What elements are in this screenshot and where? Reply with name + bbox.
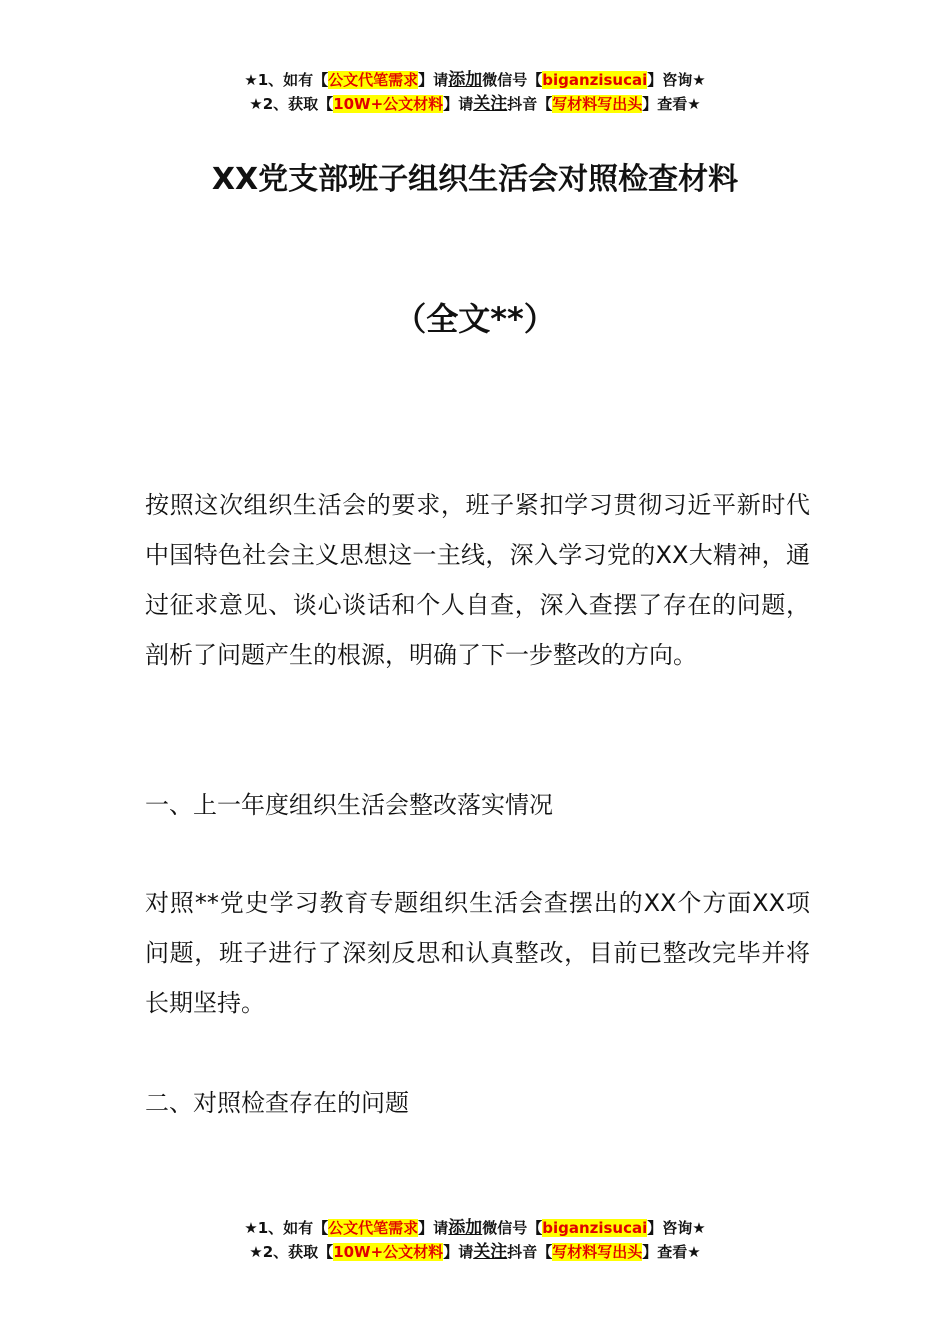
promo-highlight: 10W+公文材料 xyxy=(333,1243,444,1261)
body-paragraph-rectification: 对照**党史学习教育专题组织生活会查摆出的XX个方面XX项问题，班子进行了深刻反思和认真整改，目前已整改完毕并将长期坚持。 xyxy=(145,889,810,1017)
promo-text: 抖音【 xyxy=(507,95,553,113)
promo-footer xyxy=(0,1216,950,1264)
promo-text: 】请 xyxy=(443,95,474,113)
promo-header xyxy=(0,68,950,116)
document-subtitle: （全文**） xyxy=(394,300,556,338)
promo-highlight: 公文代笔需求 xyxy=(328,71,419,89)
promo-text: 抖音【 xyxy=(507,1243,553,1261)
promo-text: 】咨询★ xyxy=(647,71,706,89)
promo-highlight: 10W+公文材料 xyxy=(333,95,444,113)
promo-emphasis: 添加 xyxy=(448,1218,483,1238)
promo-text: 】请 xyxy=(418,71,449,89)
promo-emphasis: 关注 xyxy=(473,1242,508,1262)
promo-text: ★1、如有【 xyxy=(244,1219,329,1237)
promo-line-2 xyxy=(0,1240,950,1264)
promo-wechat-id: biganzisucai xyxy=(542,71,648,89)
promo-line-2 xyxy=(0,92,950,116)
promo-line-1 xyxy=(0,1216,950,1240)
promo-text: 微信号【 xyxy=(482,71,543,89)
promo-emphasis: 关注 xyxy=(473,94,508,114)
promo-douyin-id: 写材料写出头 xyxy=(552,1243,643,1261)
promo-text: 微信号【 xyxy=(482,1219,543,1237)
promo-line-1 xyxy=(0,68,950,92)
promo-emphasis: 添加 xyxy=(448,70,483,90)
document-title: XX党支部班子组织生活会对照检查材料 xyxy=(211,162,739,197)
promo-text: 】请 xyxy=(443,1243,474,1261)
promo-text: 】查看★ xyxy=(642,1243,701,1261)
promo-wechat-id: biganzisucai xyxy=(542,1219,648,1237)
promo-text: ★2、获取【 xyxy=(249,95,334,113)
promo-text: 】咨询★ xyxy=(647,1219,706,1237)
section-heading-2: 二、对照检查存在的问题 xyxy=(145,1089,409,1117)
promo-text: ★2、获取【 xyxy=(249,1243,334,1261)
promo-text: ★1、如有【 xyxy=(244,71,329,89)
promo-douyin-id: 写材料写出头 xyxy=(552,95,643,113)
promo-highlight: 公文代笔需求 xyxy=(328,1219,419,1237)
promo-text: 】查看★ xyxy=(642,95,701,113)
section-heading-1: 一、上一年度组织生活会整改落实情况 xyxy=(145,791,553,819)
body-paragraph-intro: 按照这次组织生活会的要求，班子紧扣学习贯彻习近平新时代中国特色社会主义思想这一主线，深入学习党的XX大精神，通过征求意见、谈心谈话和个人自查，深入查摆了存在的问题，剖析了问题产生的根源，明确了下一步整改的方向。 xyxy=(145,491,810,669)
promo-text: 】请 xyxy=(418,1219,449,1237)
